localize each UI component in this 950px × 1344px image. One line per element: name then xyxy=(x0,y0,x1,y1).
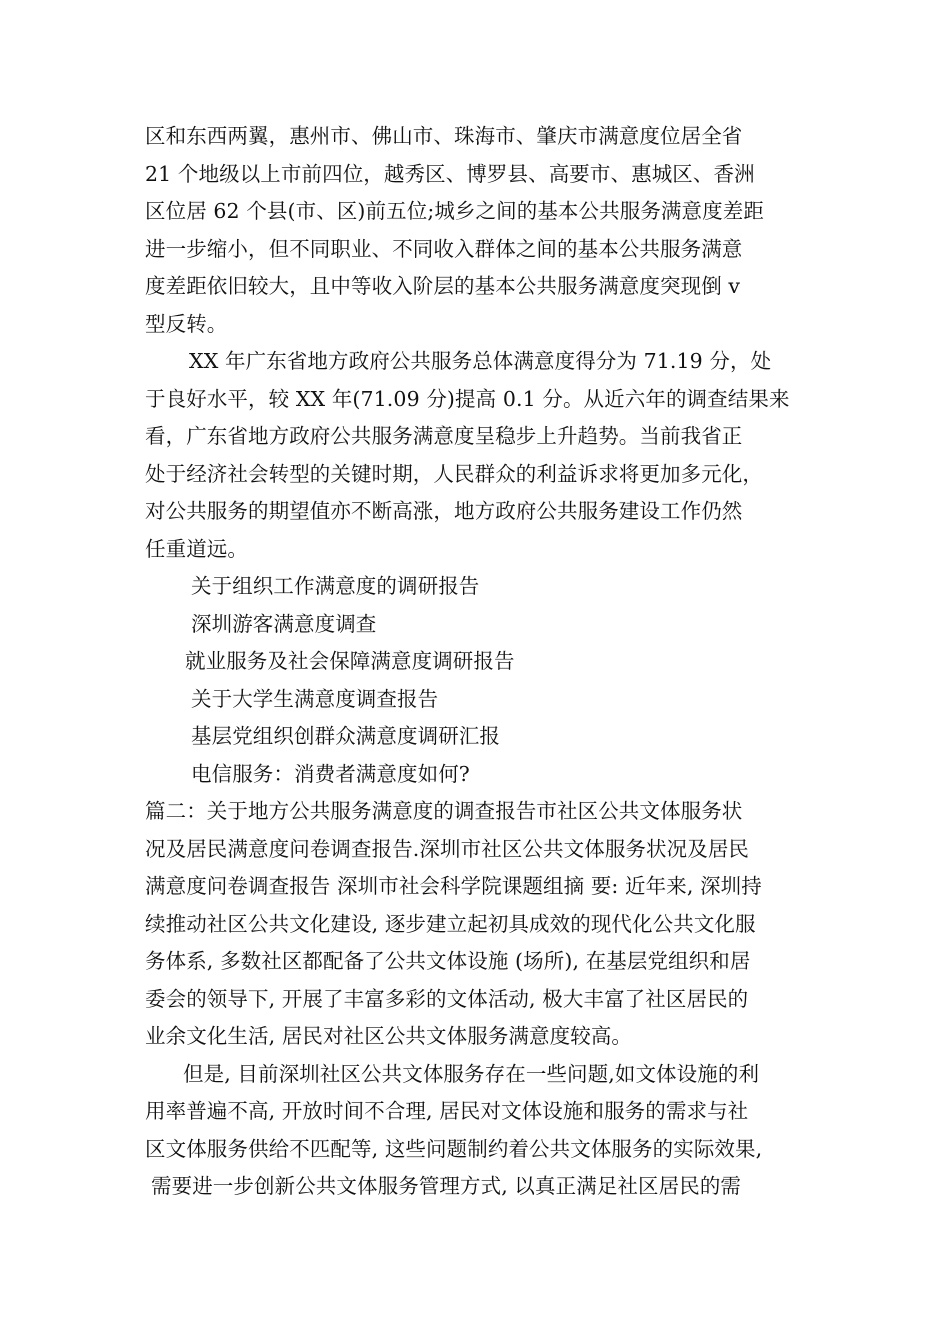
paragraph-line: 况及居民满意度问卷调查报告.深圳市社区公共文体服务状况及居民 xyxy=(145,836,750,861)
paragraph-line: 处于经济社会转型的关键时期，人民群众的利益诉求将更加多元化， xyxy=(145,461,763,486)
related-title-line: 关于组织工作满意度的调研报告 xyxy=(191,574,480,598)
related-title-line: 深圳游客满意度调查 xyxy=(191,611,377,636)
paragraph-line: 业余文化生活, 居民对社区公共文体服务满意度较高。 xyxy=(145,1024,633,1048)
related-title-line: 就业服务及社会保障满意度调研报告 xyxy=(185,649,515,673)
paragraph-line: 看，广东省地方政府公共服务满意度呈稳步上升趋势。当前我省正 xyxy=(145,424,743,448)
paragraph-line: 于良好水平，较 XX 年(71.09 分)提高 0.1 分。从近六年的调查结果来 xyxy=(145,386,790,411)
document-body xyxy=(145,118,810,1206)
paragraph-line: 务体系, 多数社区都配备了公共文体设施 (场所), 在基层党组织和居 xyxy=(145,949,751,973)
paragraph-line: 用率普遍不高, 开放时间不合理, 居民对文体设施和服务的需求与社 xyxy=(145,1099,749,1123)
related-title-line: 关于大学生满意度调查报告 xyxy=(191,686,439,711)
paragraph-line: 区和东西两翼，惠州市、佛山市、珠海市、肇庆市满意度位居全省 xyxy=(145,124,743,148)
paragraph-line: 任重道远。 xyxy=(145,536,248,561)
paragraph-line: 21 个地级以上市前四位，越秀区、博罗县、高要市、惠城区、香洲 xyxy=(145,161,755,186)
paragraph-line: 需要进一步创新公共文体服务管理方式, 以真正满足社区居民的需 xyxy=(151,1174,742,1198)
paragraph-line: 型反转。 xyxy=(145,311,228,336)
paragraph-line: 区位居 62 个县(市、区)前五位;城乡之间的基本公共服务满意度差距 xyxy=(145,199,764,223)
section-heading-line: 篇二：关于地方公共服务满意度的调查报告市社区公共文体服务状 xyxy=(145,799,743,823)
paragraph-line: 续推动社区公共文化建设, 逐步建立起初具成效的现代化公共文化服 xyxy=(145,911,756,936)
paragraph-line: 区文体服务供给不匹配等, 这些问题制约着公共文体服务的实际效果, xyxy=(145,1136,763,1161)
paragraph-line: 对公共服务的期望值亦不断高涨，地方政府公共服务建设工作仍然 xyxy=(145,499,743,523)
paragraph-line: 进一步缩小，但不同职业、不同收入群体之间的基本公共服务满意 xyxy=(145,236,743,261)
paragraph-line: XX 年广东省地方政府公共服务总体满意度得分为 71.19 分，处 xyxy=(189,349,772,373)
related-title-line: 基层党组织创群众满意度调研汇报 xyxy=(191,724,500,748)
paragraph-line: 但是, 目前深圳社区公共文体服务存在一些问题,如文体设施的利 xyxy=(183,1061,760,1086)
paragraph-line: 满意度问卷调查报告 深圳市社会科学院课题组摘 要: 近年来, 深圳持 xyxy=(145,874,762,898)
related-title-line: 电信服务：消费者满意度如何? xyxy=(191,761,470,786)
paragraph-line: 度差距依旧较大，且中等收入阶层的基本公共服务满意度突现倒 v xyxy=(145,274,741,298)
paragraph-line: 委会的领导下, 开展了丰富多彩的文体活动, 极大丰富了社区居民的 xyxy=(145,986,749,1011)
